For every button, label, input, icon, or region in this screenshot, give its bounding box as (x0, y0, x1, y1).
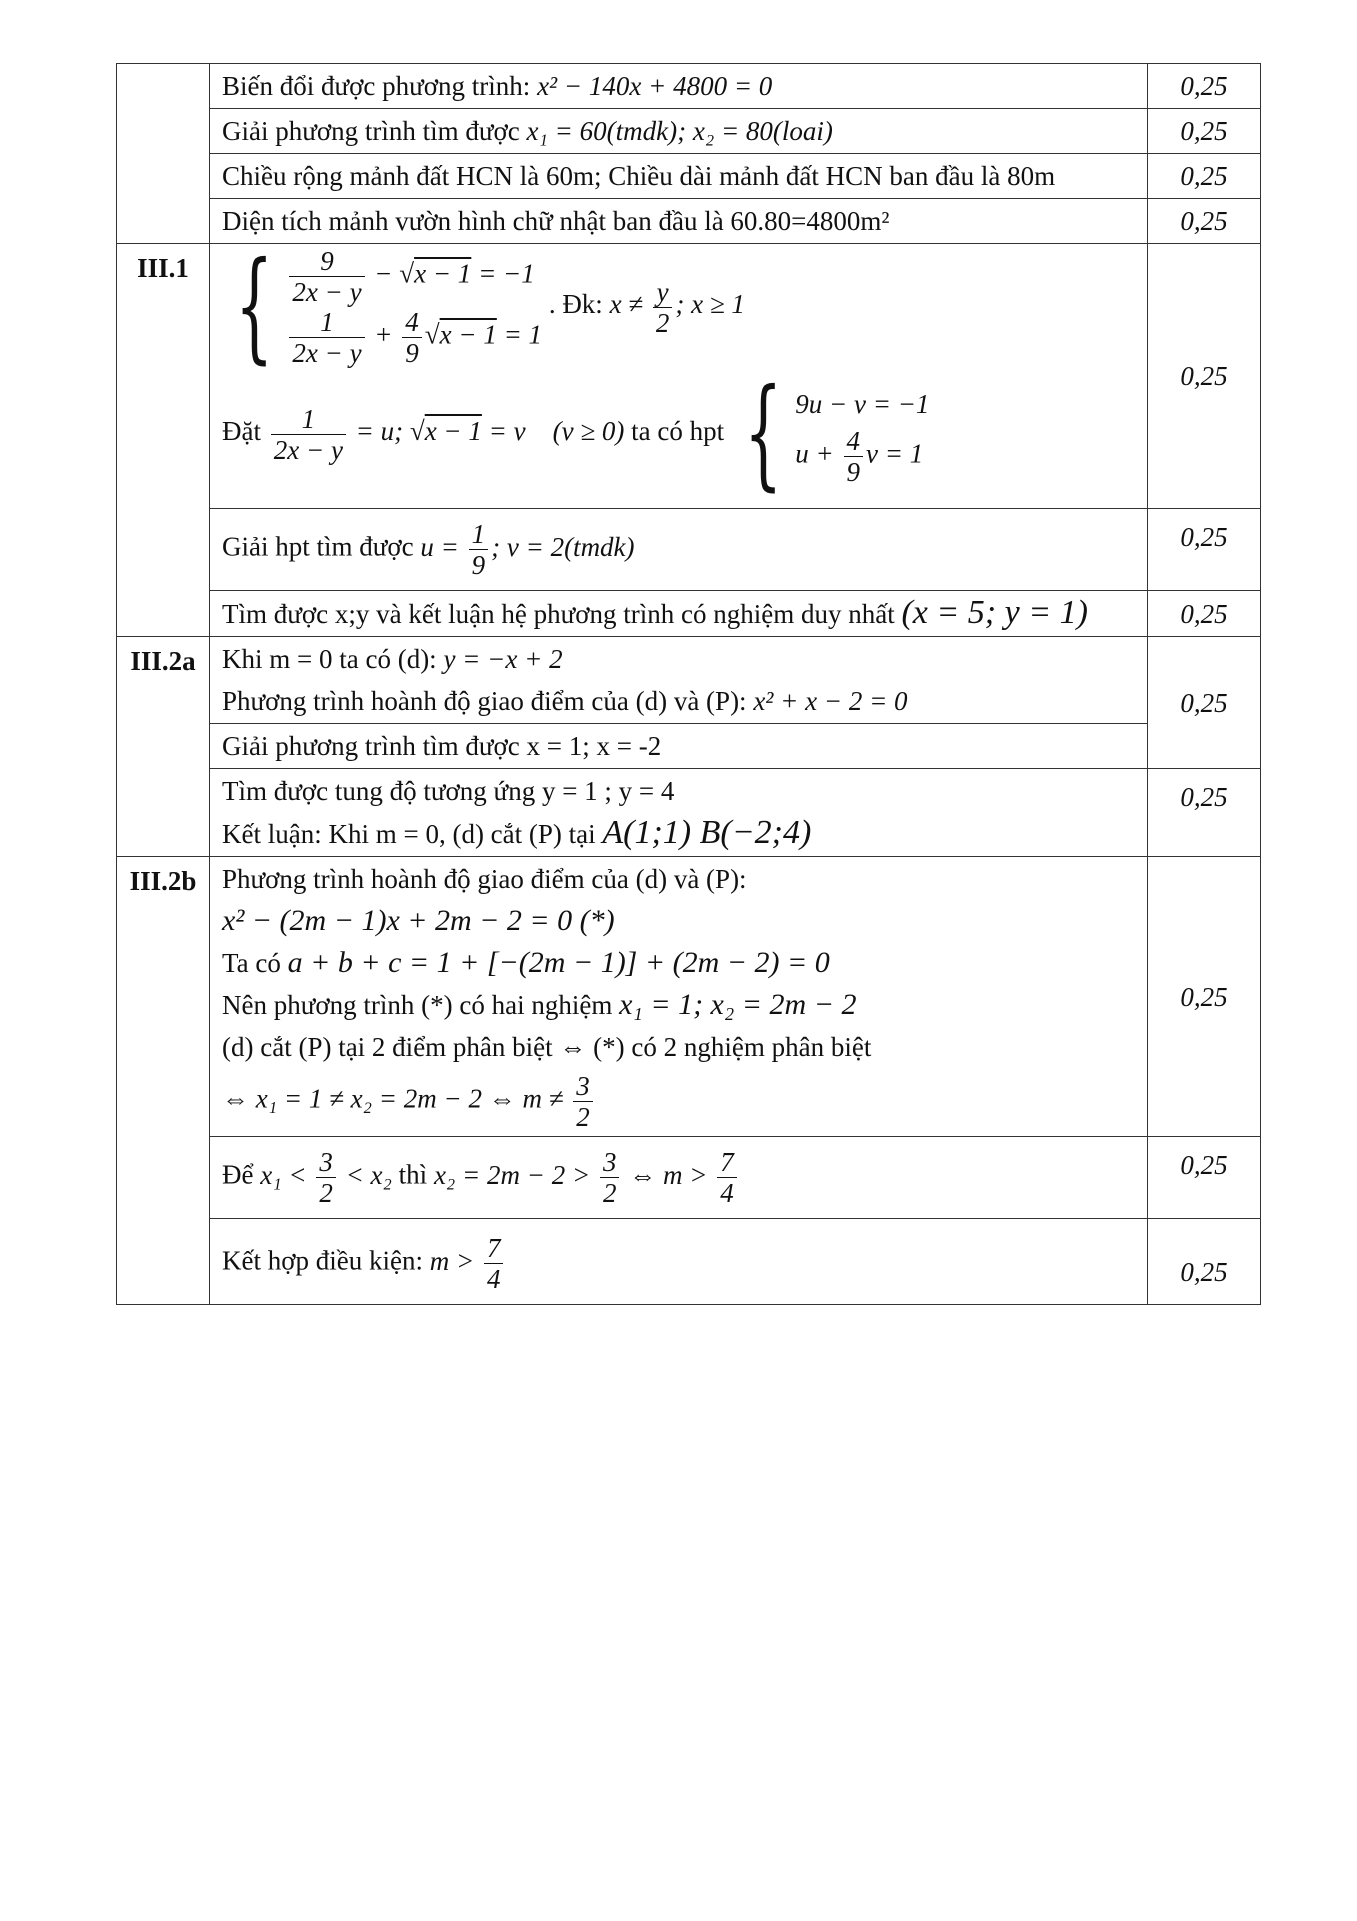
step-solve-roots: Giải phương trình tìm được x = 1; x = -2 (210, 724, 1148, 769)
score: 0,25 (1148, 857, 1261, 1137)
table-row (117, 1219, 1261, 1305)
score: 0,25 (1148, 769, 1261, 857)
answer-key-table (116, 63, 1261, 1305)
score: 0,25 (1148, 109, 1261, 154)
score: 0,25 (1148, 591, 1261, 637)
substitution-system: { 9u − v = −1 u + $\frac{4}{9}$ v = 1 (743, 364, 930, 503)
table-row (117, 154, 1261, 199)
score: 0,25 (1148, 64, 1261, 109)
score: 0,25 (1148, 199, 1261, 244)
table-row (117, 857, 1261, 1137)
section-label-empty (117, 64, 210, 244)
step-conclusion: Tìm được x;y và kết luận hệ phương trình có nghiệm duy nhất (x = 5; y = 1) (210, 591, 1148, 637)
step-condition: Để x₁ < $\frac{3}{2}$ < x₂ thì x₂ = 2m − 2 > $\frac{3}{2}$ ⇔ m > $\frac{7}{4}$ (210, 1137, 1148, 1219)
score: 0,25 (1148, 1219, 1261, 1305)
step-intersection-equation: Khi m = 0 ta có (d): y = −x + 2 Phương trình hoành độ giao điểm của (d) và (P): x² + x − 2 = 0 (210, 637, 1148, 724)
step-area: Diện tích mảnh vườn hình chữ nhật ban đầu là 60.80=4800m² (210, 199, 1148, 244)
step-intersection-points: Tìm được tung độ tương ứng y = 1 ; y = 4 Kết luận: Khi m = 0, (d) cắt (P) tại A(1;1) B(−2;4) (210, 769, 1148, 857)
section-label: III.2a (117, 637, 210, 857)
table-row (117, 109, 1261, 154)
step-system-setup: { $\frac{9}{2x - y}$ − √x − 1 = −1 $\frac{1}{2x - y}$ + $\frac{4}{9}$ √x − 1 = 1 . Đk: x ≠ $\frac{y}{2}$ ; x ≥ 1 Đặt $\frac{1}{2x - y}$ = u; √x − 1 = v (v ≥ 0) ta có hpt { 9u − v = −1 u + $\frac{4}{9}$ v = 1 (210, 244, 1148, 509)
table-row (117, 724, 1261, 769)
step-final: Kết hợp điều kiện: m > $\frac{7}{4}$ (210, 1219, 1148, 1305)
step-solve-equation: Giải phương trình tìm được x₁ = 60(tmdk); x₂ = 80(loai) (210, 109, 1148, 154)
score: 0,25 (1148, 637, 1261, 769)
step-solve-system: Giải hpt tìm được u = $\frac{1}{9}$ ; v = 2(tmdk) (210, 509, 1148, 591)
equation-system: { $\frac{9}{2x - y}$ − √x − 1 = −1 $\frac{1}{2x - y}$ + $\frac{4}{9}$ √x − 1 = 1 (235, 237, 543, 376)
score: 0,25 (1148, 1137, 1261, 1219)
table-row (117, 509, 1261, 591)
step-dimensions: Chiều rộng mảnh đất HCN là 60m; Chiều dài mảnh đất HCN ban đầu là 80m (210, 154, 1148, 199)
score: 0,25 (1148, 154, 1261, 199)
section-label: III.1 (117, 244, 210, 637)
step-general-case: Phương trình hoành độ giao điểm của (d) và (P): x² − (2m − 1)x + 2m − 2 = 0 (*) Ta có a + b + c = 1 + [−(2m − 1)] + (2m − 2) = 0 Nên phương trình (*) có hai nghiệm x₁ = 1; x₂ = 2m − 2 (d) cắt (P) tại 2 điểm phân biệt ⇔ (*) có 2 nghiệm phân biệt ⇔ x₁ = 1 ≠ x₂ = 2m − 2 ⇔ m ≠ $\frac{3}{2}$ (210, 857, 1148, 1137)
section-label: III.2b (117, 857, 210, 1305)
table-row (117, 637, 1261, 724)
table-row (117, 244, 1261, 509)
step-transform-equation: Biến đổi được phương trình: x² − 140x + 4800 = 0 (210, 64, 1148, 109)
table-row (117, 199, 1261, 244)
score: 0,25 (1148, 244, 1261, 509)
table-row (117, 64, 1261, 109)
table-row (117, 769, 1261, 857)
table-row (117, 591, 1261, 637)
score: 0,25 (1148, 509, 1261, 591)
table-row (117, 1137, 1261, 1219)
